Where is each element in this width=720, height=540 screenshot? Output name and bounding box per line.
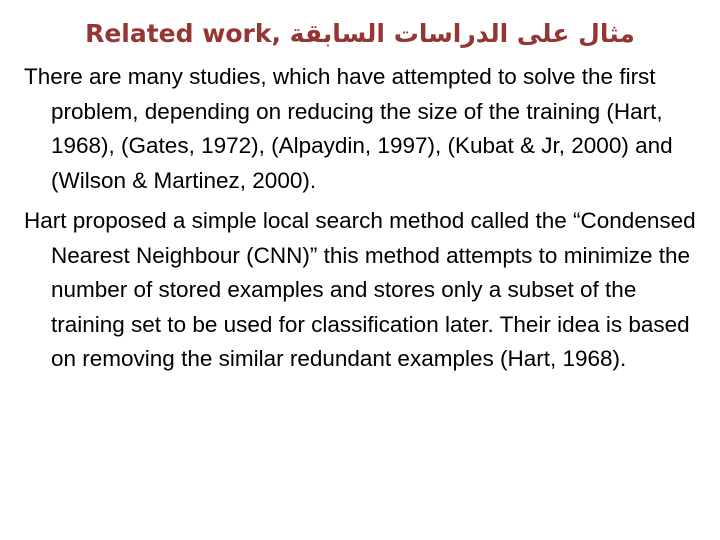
slide-title — [0, 14, 720, 54]
slide-title-arabic: مثال على الدراسات السابقة — [289, 19, 635, 48]
paragraph-hart-cnn: Hart proposed a simple local search method called the “Condensed Nearest Neighbour (CNN)” this method attempts to minimize the number of stored examples and stores only a subset of the training set to be used for classification later. Their idea is based on removing the similar redundant examples (Hart, 1968). — [24, 208, 696, 371]
paragraph-related-studies: There are many studies, which have attempted to solve the first problem, depending on reducing the size of the training (Hart, 1968), (Gates, 1972), (Alpaydin, 1997), (Kubat & Jr, 2000) and (Wilson & Martinez, 2000). — [24, 64, 673, 193]
slide-title-english: Related work, — [85, 19, 281, 48]
slide-body — [24, 60, 700, 383]
